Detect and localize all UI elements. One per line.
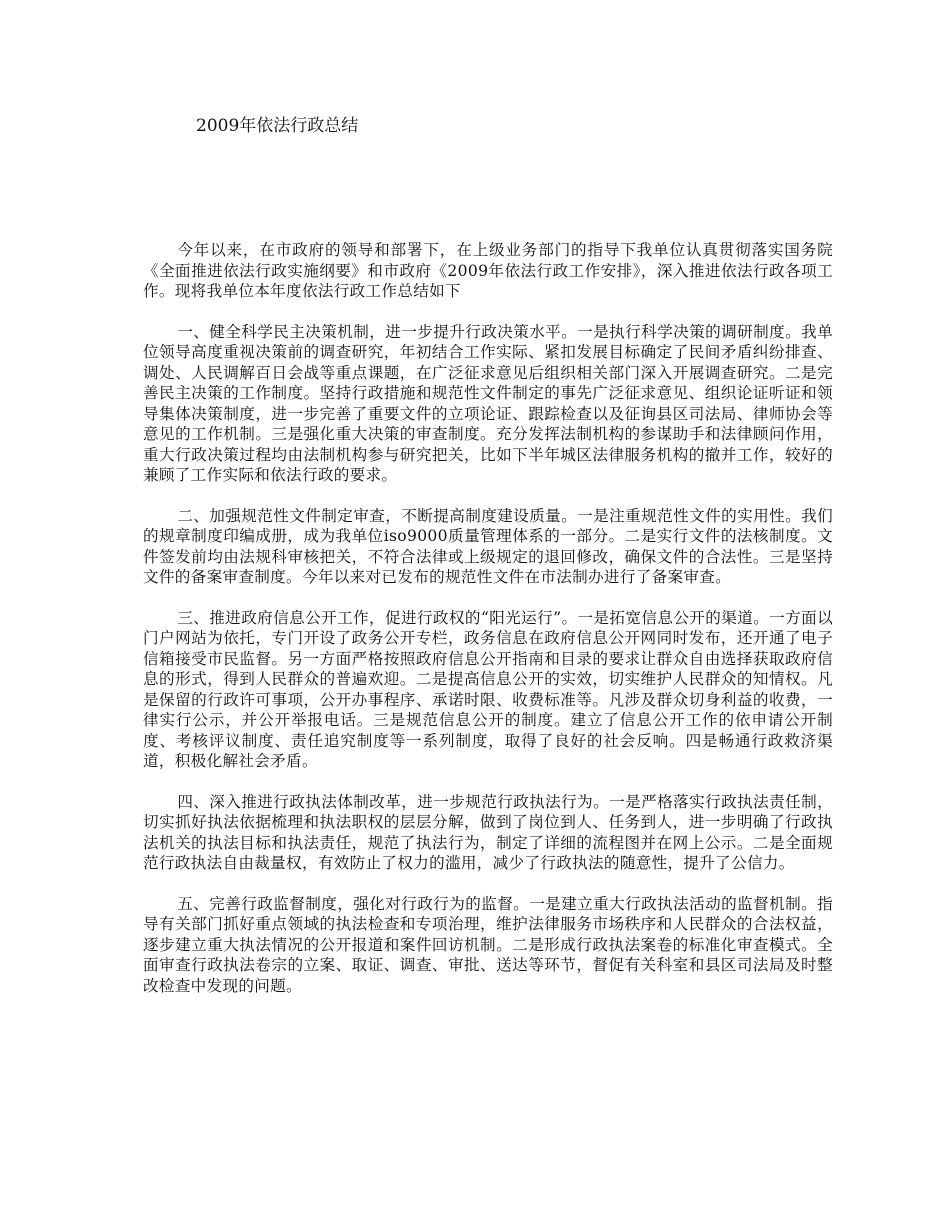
paragraph-section-2: 二、加强规范性文件制定审查，不断提高制度建设质量。一是注重规范性文件的实用性。我们的规章制度印编成册，成为我单位iso9000质量管理体系的一部分。二是实行文件的法核制度。文件签发前均由法规科审核把关，不符合法律或上级规定的退回修改，确保文件的合法性。三是坚持文件的备案审查制度。今年以来对已发布的规范性文件在市法制办进行了备案审查。 xyxy=(143,506,833,586)
paragraph-section-4: 四、深入推进行政执法体制改革，进一步规范行政执法行为。一是严格落实行政执法责任制，切实抓好执法依据梳理和执法职权的层层分解，做到了岗位到人、任务到人，进一步明确了行政执法机关的执法目标和执法责任，规范了执法行为，制定了详细的流程图并在网上公示。二是全面规范行政执法自由裁量权，有效防止了权力的滥用，减少了行政执法的随意性，提升了公信力。 xyxy=(143,792,833,872)
document-title: 2009年依法行政总结 xyxy=(196,116,359,136)
paragraph-section-5: 五、完善行政监督制度，强化对行政行为的监督。一是建立重大行政执法活动的监督机制。指导有关部门抓好重点领域的执法检查和专项治理，维护法律服务市场秩序和人民群众的合法权益，逐步建立重大执法情况的公开报道和案件回访机制。二是形成行政执法案卷的标准化审查模式。全面审查行政执法卷宗的立案、取证、调查、审批、送达等环节，督促有关科室和县区司法局及时整改检查中发现的问题。 xyxy=(143,894,833,995)
paragraph-section-1: 一、健全科学民主决策机制，进一步提升行政决策水平。一是执行科学决策的调研制度。我单位领导高度重视决策前的调查研究，年初结合工作实际、紧扣发展目标确定了民间矛盾纠纷排查、调处、人民调解百日会战等重点课题，在广泛征求意见后组织相关部门深入开展调查研究。二是完善民主决策的工作制度。坚持行政措施和规范性文件制定的事先广泛征求意见、组织论证听证和领导集体决策制度，进一步完善了重要文件的立项论证、跟踪检查以及征询县区司法局、律师协会等意见的工作机制。三是强化重大决策的审查制度。充分发挥法制机构的参谋助手和法律顾问作用，重大行政决策过程均由法制机构参与研究把关，比如下半年城区法律服务机构的撤并工作，较好的兼顾了工作实际和依法行政的要求。 xyxy=(143,322,833,484)
document-body xyxy=(143,240,833,1016)
paragraph-intro: 今年以来，在市政府的领导和部署下，在上级业务部门的指导下我单位认真贯彻落实国务院《全面推进依法行政实施纲要》和市政府《2009年依法行政工作安排》，深入推进依法行政各项工作。现将我单位本年度依法行政工作总结如下 xyxy=(143,241,833,300)
paragraph-section-3: 三、推进政府信息公开工作，促进行政权的“阳光运行”。一是拓宽信息公开的渠道。一方面以门户网站为依托，专门开设了政务公开专栏，政务信息在政府信息公开网同时发布，还开通了电子信箱接受市民监督。另一方面严格按照政府信息公开指南和目录的要求让群众自由选择获取政府信息的形式，得到人民群众的普遍欢迎。二是提高信息公开的实效，切实维护人民群众的知情权。凡是保留的行政许可事项，公开办事程序、承诺时限、收费标准等。凡涉及群众切身利益的收费，一律实行公示，并公开举报电话。三是规范信息公开的制度。建立了信息公开工作的依申请公开制度、考核评议制度、责任追究制度等一系列制度，取得了良好的社会反响。四是畅通行政救济渠道，积极化解社会矛盾。 xyxy=(143,608,833,770)
